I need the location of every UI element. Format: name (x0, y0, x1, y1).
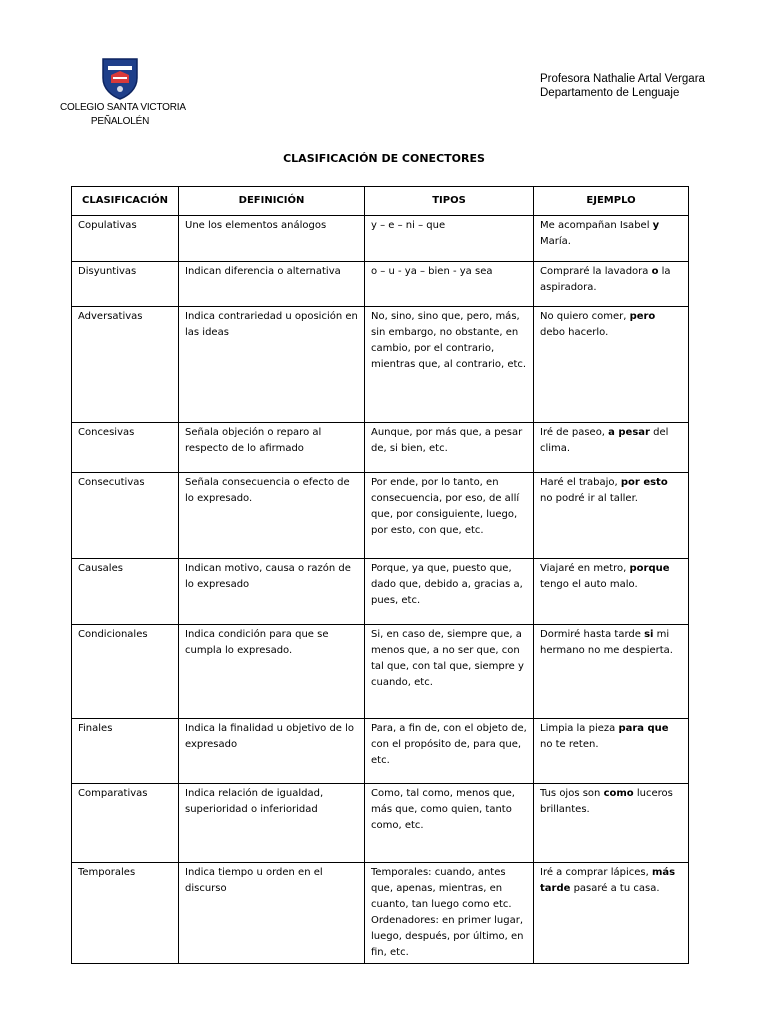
header-right (540, 72, 705, 100)
cell-clasificacion: Causales (72, 559, 179, 625)
example-text: Iré de paseo, (540, 427, 609, 438)
cell-tipos: o – u - ya – bien - ya sea (365, 262, 534, 307)
table-row (72, 863, 689, 964)
cell-tipos: y – e – ni – que (365, 216, 534, 262)
cell-tipos: Porque, ya que, puesto que, dado que, debido a, gracias a, pues, etc. (365, 559, 534, 625)
example-text: Viajaré en metro, (540, 563, 630, 574)
cell-tipos: Como, tal como, menos que, más que, como quien, tanto como, etc. (365, 784, 534, 863)
example-text: del clima. (540, 427, 669, 454)
school-name-line1: COLEGIO SANTA VICTORIA (60, 102, 186, 113)
header-ejemplo: EJEMPLO (534, 187, 689, 216)
example-text: tengo el auto malo. (540, 579, 638, 590)
cell-clasificacion: Comparativas (72, 784, 179, 863)
example-text: luceros brillantes. (540, 788, 673, 815)
connector-highlight: como (603, 788, 634, 799)
cell-clasificacion: Temporales (72, 863, 179, 964)
connector-highlight: o (651, 266, 659, 277)
cell-clasificacion: Consecutivas (72, 473, 179, 559)
cell-tipos: No, sino, sino que, pero, más, sin embargo, no obstante, en cambio, por el contrario, mientras que, al contrario, etc. (365, 307, 534, 423)
table-row (72, 216, 689, 262)
cell-ejemplo (534, 473, 689, 559)
cell-definicion: Señala consecuencia o efecto de lo expresado. (179, 473, 365, 559)
example-text: Haré el trabajo, (540, 477, 621, 488)
cell-tipos: Si, en caso de, siempre que, a menos que, a no ser que, con tal que, con tal que, siempre y cuando, etc. (365, 625, 534, 719)
example-text: no podré ir al taller. (540, 493, 638, 504)
teacher-name: Profesora Nathalie Artal Vergara (540, 73, 705, 85)
connectors-table (71, 186, 689, 964)
cell-tipos: Por ende, por lo tanto, en consecuencia, por eso, de allí que, por consiguiente, luego, por esto, con que, etc. (365, 473, 534, 559)
cell-ejemplo (534, 863, 689, 964)
header-definicion: DEFINICIÓN (179, 187, 365, 216)
connector-highlight: por esto (620, 477, 668, 488)
cell-ejemplo (534, 719, 689, 784)
cell-ejemplo (534, 625, 689, 719)
cell-ejemplo (534, 784, 689, 863)
cell-clasificacion: Finales (72, 719, 179, 784)
school-logo-block (60, 56, 186, 128)
example-text: Me acompañan Isabel (540, 220, 653, 231)
example-text: debo hacerlo. (540, 327, 609, 338)
example-text: pasaré a tu casa. (570, 883, 660, 894)
cell-ejemplo (534, 262, 689, 307)
cell-tipos: Para, a fin de, con el objeto de, con el propósito de, para que, etc. (365, 719, 534, 784)
table-body (72, 216, 689, 964)
cell-definicion: Indica relación de igualdad, superioridad o inferioridad (179, 784, 365, 863)
cell-clasificacion: Copulativas (72, 216, 179, 262)
example-text: María. (540, 236, 571, 247)
cell-ejemplo (534, 559, 689, 625)
example-text: mi hermano no me despierta. (540, 629, 673, 656)
table-row (72, 784, 689, 863)
table-row (72, 262, 689, 307)
cell-ejemplo (534, 423, 689, 473)
example-text: Tus ojos son (540, 788, 604, 799)
table-header-row (72, 187, 689, 216)
example-text: Dormiré hasta tarde (540, 629, 645, 640)
header-tipos: TIPOS (365, 187, 534, 216)
department-name: Departamento de Lenguaje (540, 87, 680, 99)
cell-definicion: Indica contrariedad u oposición en las ideas (179, 307, 365, 423)
table-row (72, 423, 689, 473)
cell-clasificacion: Adversativas (72, 307, 179, 423)
cell-definicion: Indican motivo, causa o razón de lo expresado (179, 559, 365, 625)
page-title: CLASIFICACIÓN DE CONECTORES (283, 152, 485, 165)
cell-clasificacion: Condicionales (72, 625, 179, 719)
cell-definicion: Une los elementos análogos (179, 216, 365, 262)
school-name-line2: PEÑALOLÉN (90, 116, 150, 127)
cell-clasificacion: Concesivas (72, 423, 179, 473)
example-text: Iré a comprar lápices, (540, 867, 652, 878)
cell-definicion: Indica la finalidad u objetivo de lo expresado (179, 719, 365, 784)
cell-definicion: Indica condición para que se cumpla lo expresado. (179, 625, 365, 719)
example-text: no te reten. (540, 739, 599, 750)
cell-tipos: Temporales: cuando, antes que, apenas, mientras, en cuanto, tan luego como etc. Ordenadores: en primer lugar, luego, después, por último, en fin, etc. (365, 863, 534, 964)
connector-highlight: a pesar (608, 427, 650, 438)
cell-definicion: Indica tiempo u orden en el discurso (179, 863, 365, 964)
connector-highlight: si (644, 629, 654, 640)
connector-highlight: más tarde (540, 867, 676, 894)
connector-highlight: y (652, 220, 660, 231)
table-row (72, 719, 689, 784)
cell-definicion: Indican diferencia o alternativa (179, 262, 365, 307)
cell-ejemplo (534, 216, 689, 262)
cell-definicion: Señala objeción o reparo al respecto de lo afirmado (179, 423, 365, 473)
header-clasificacion: CLASIFICACIÓN (72, 187, 179, 216)
example-text: No quiero comer, (540, 311, 630, 322)
table-row (72, 625, 689, 719)
cell-clasificacion: Disyuntivas (72, 262, 179, 307)
example-text: Limpia la pieza (540, 723, 619, 734)
example-text: Compraré la lavadora (540, 266, 652, 277)
example-text: la aspiradora. (540, 266, 671, 293)
connector-highlight: pero (629, 311, 656, 322)
cell-ejemplo (534, 307, 689, 423)
table-row (72, 559, 689, 625)
table-row (72, 473, 689, 559)
connector-highlight: porque (629, 563, 670, 574)
school-crest-icon (99, 56, 141, 100)
cell-tipos: Aunque, por más que, a pesar de, si bien, etc. (365, 423, 534, 473)
connector-highlight: para que (618, 723, 669, 734)
table-row (72, 307, 689, 423)
